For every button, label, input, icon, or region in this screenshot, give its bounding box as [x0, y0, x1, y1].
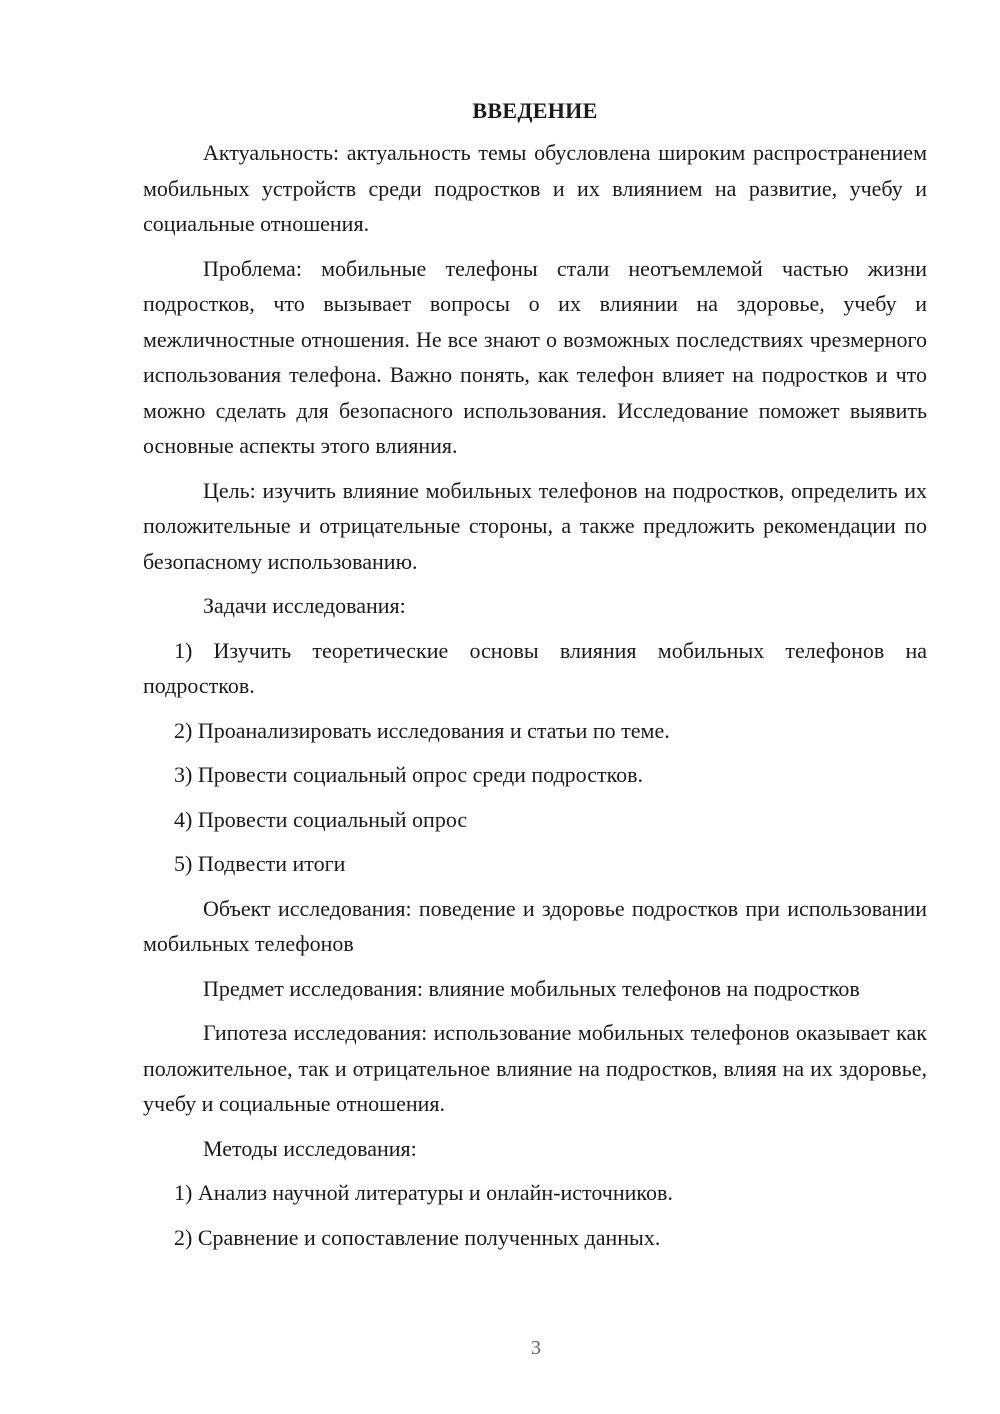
tasks-heading: Задачи исследования: — [203, 593, 406, 618]
methods-heading: Методы исследования: — [203, 1135, 417, 1161]
problem-paragraph: Проблема: мобильные телефоны стали неотъемлемой частью жизни подростков, что вызывает вопросы о их влиянии на здоровье, учебу и межличностные отношения. Не все знают о возможных последствиях чрезмерного использования телефона. Важно понять, как телефон влияет на подростков и что можно сделать для безопасного использования. Исследование поможет выявить основные аспекты этого влияния. — [143, 255, 927, 458]
goal-paragraph: Цель: изучить влияние мобильных телефонов на подростков, определить их положительные и отрицательные стороны, а также предложить рекомендации по безопасному использованию. — [143, 477, 927, 574]
task-item-2: 2) Проанализировать исследования и статьи по теме. — [174, 717, 670, 743]
object-paragraph: Объект исследования: поведение и здоровье подростков при использовании мобильных телефонов — [143, 895, 927, 956]
method-item-2: 2) Сравнение и сопоставление полученных данных. — [174, 1224, 661, 1250]
page-title: ВВЕДЕНИЕ — [472, 98, 598, 123]
page-number: 3 — [531, 1337, 541, 1359]
hypothesis-paragraph: Гипотеза исследования: использование мобильных телефонов оказывает как положительное, так и отрицательное влияние на подростков, влияя на их здоровье, учебу и социальные отношения. — [143, 1020, 927, 1116]
task-item-5: 5) Подвести итоги — [174, 851, 346, 876]
task-item-1: 1) Изучить теоретические основы влияния мобильных телефонов на подростков. — [143, 637, 927, 698]
task-item-4: 4) Провести социальный опрос — [174, 806, 468, 832]
method-item-1: 1) Анализ научной литературы и онлайн-источников. — [174, 1180, 673, 1205]
page-content — [143, 96, 927, 1255]
relevance-paragraph: Актуальность: актуальность темы обусловлена широким распространением мобильных устройств среди подростков и их влиянием на развитие, учебу и социальные отношения. — [143, 140, 927, 236]
subject-paragraph: Предмет исследования: влияние мобильных телефонов на подростков — [203, 975, 860, 1001]
task-item-3: 3) Провести социальный опрос среди подростков. — [174, 762, 644, 787]
